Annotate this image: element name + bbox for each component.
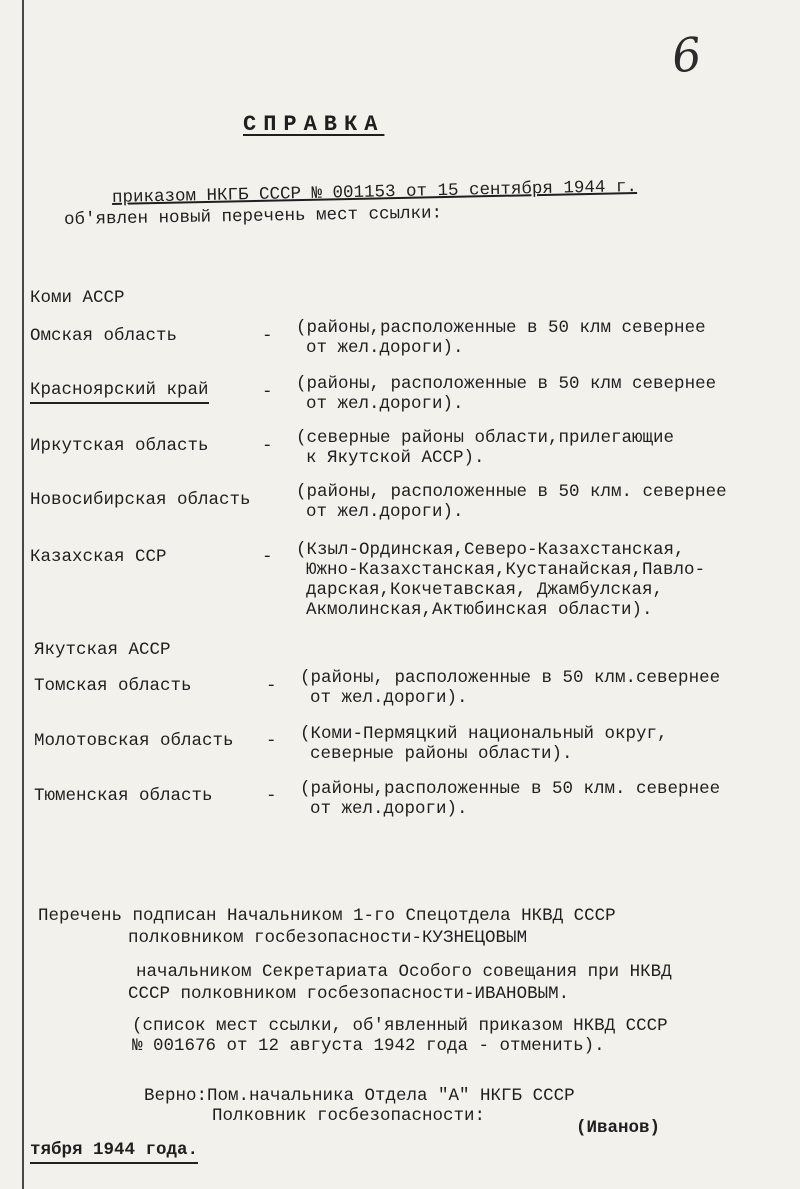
note-line-1: (список мест ссылки, об'явленный приказом НКВД СССР xyxy=(132,1016,668,1036)
region-omsk-desc-2: от жел.дороги). xyxy=(306,338,464,358)
region-novosibirsk-desc-2: от жел.дороги). xyxy=(306,502,464,522)
signed-line-4: СССР полковником госбезопасности-ИВАНОВЫМ. xyxy=(128,984,570,1004)
region-yakut-name: Якутская АССР xyxy=(34,640,171,660)
region-novosibirsk-name: Новосибирская область xyxy=(30,490,251,510)
region-krasnoyarsk-desc-1: (районы, расположенные в 50 клм севернее xyxy=(296,374,717,394)
certification-name: (Иванов) xyxy=(576,1118,661,1138)
region-irkutsk-desc-1: (северные районы области,прилегающие xyxy=(296,428,675,448)
region-komi-name: Коми АССР xyxy=(30,288,125,308)
region-tomsk-dash: - xyxy=(266,676,277,696)
certification-line-2: Полковник госбезопасности: xyxy=(212,1106,486,1126)
region-tomsk-desc-2: от жел.дороги). xyxy=(310,688,468,708)
region-omsk-dash: - xyxy=(262,326,273,346)
region-novosibirsk-desc-1: (районы, расположенные в 50 клм. севернее xyxy=(296,482,727,502)
region-molotov-desc-1: (Коми-Пермяцкий национальный округ, xyxy=(300,724,668,744)
region-molotov-name: Молотовская область xyxy=(34,731,234,751)
region-omsk-name: Омская область xyxy=(30,326,178,346)
signed-line-3: начальником Секретариата Особого совещания при НКВД xyxy=(136,962,672,982)
region-tyumen-dash: - xyxy=(266,786,277,806)
region-tyumen-desc-2: от жел.дороги). xyxy=(310,799,468,819)
region-tomsk-desc-1: (районы, расположенные в 50 клм.севернее xyxy=(300,668,721,688)
region-molotov-desc-2: северные районы области). xyxy=(310,744,573,764)
date-fragment: тября 1944 года. xyxy=(30,1140,198,1164)
region-irkutsk-dash: - xyxy=(262,436,273,456)
note-line-2: № 001676 от 12 августа 1942 года - отменить). xyxy=(132,1036,605,1056)
document-title: СПРАВКА xyxy=(243,112,385,137)
region-kazakh-desc-2: Южно-Казахстанская,Кустанайская,Павло- xyxy=(306,560,706,580)
region-irkutsk-desc-2: к Якутской АССР). xyxy=(306,448,485,468)
region-tomsk-name: Томская область xyxy=(34,676,192,696)
region-krasnoyarsk-name: Красноярский край xyxy=(30,380,209,404)
heading-line-1: приказом НКГБ СССР № 001153 от 15 сентября 1944 г. xyxy=(111,177,638,208)
page-number: 6 xyxy=(669,26,705,84)
signed-line-1: Перечень подписан Начальником 1-го Спецотдела НКВД СССР xyxy=(38,906,616,926)
region-krasnoyarsk-dash: - xyxy=(262,382,273,402)
region-molotov-dash: - xyxy=(266,731,277,751)
region-kazakh-desc-3: дарская,Кокчетавская, Джамбулская, xyxy=(306,580,664,600)
region-kazakh-desc-1: (Кзыл-Ординская,Северо-Казахстанская, xyxy=(296,540,685,560)
region-kazakh-desc-4: Акмолинская,Актюбинская области). xyxy=(306,600,653,620)
certification-line-1: Верно:Пом.начальника Отдела "А" НКГБ СССР xyxy=(144,1086,575,1106)
region-irkutsk-name: Иркутская область xyxy=(30,436,209,456)
region-tyumen-desc-1: (районы,расположенные в 50 клм. севернее xyxy=(300,779,721,799)
region-krasnoyarsk-desc-2: от жел.дороги). xyxy=(306,394,464,414)
heading-line-2: об'явлен новый перечень мест ссылки: xyxy=(63,203,443,230)
region-omsk-desc-1: (районы,расположенные в 50 клм севернее xyxy=(296,318,706,338)
signed-line-2: полковником госбезопасности-КУЗНЕЦОВЫМ xyxy=(128,928,528,948)
region-kazakh-name: Казахская ССР xyxy=(30,547,167,567)
region-tyumen-name: Тюменская область xyxy=(34,786,213,806)
page-edge-line xyxy=(22,0,24,1189)
region-kazakh-dash: - xyxy=(262,547,273,567)
